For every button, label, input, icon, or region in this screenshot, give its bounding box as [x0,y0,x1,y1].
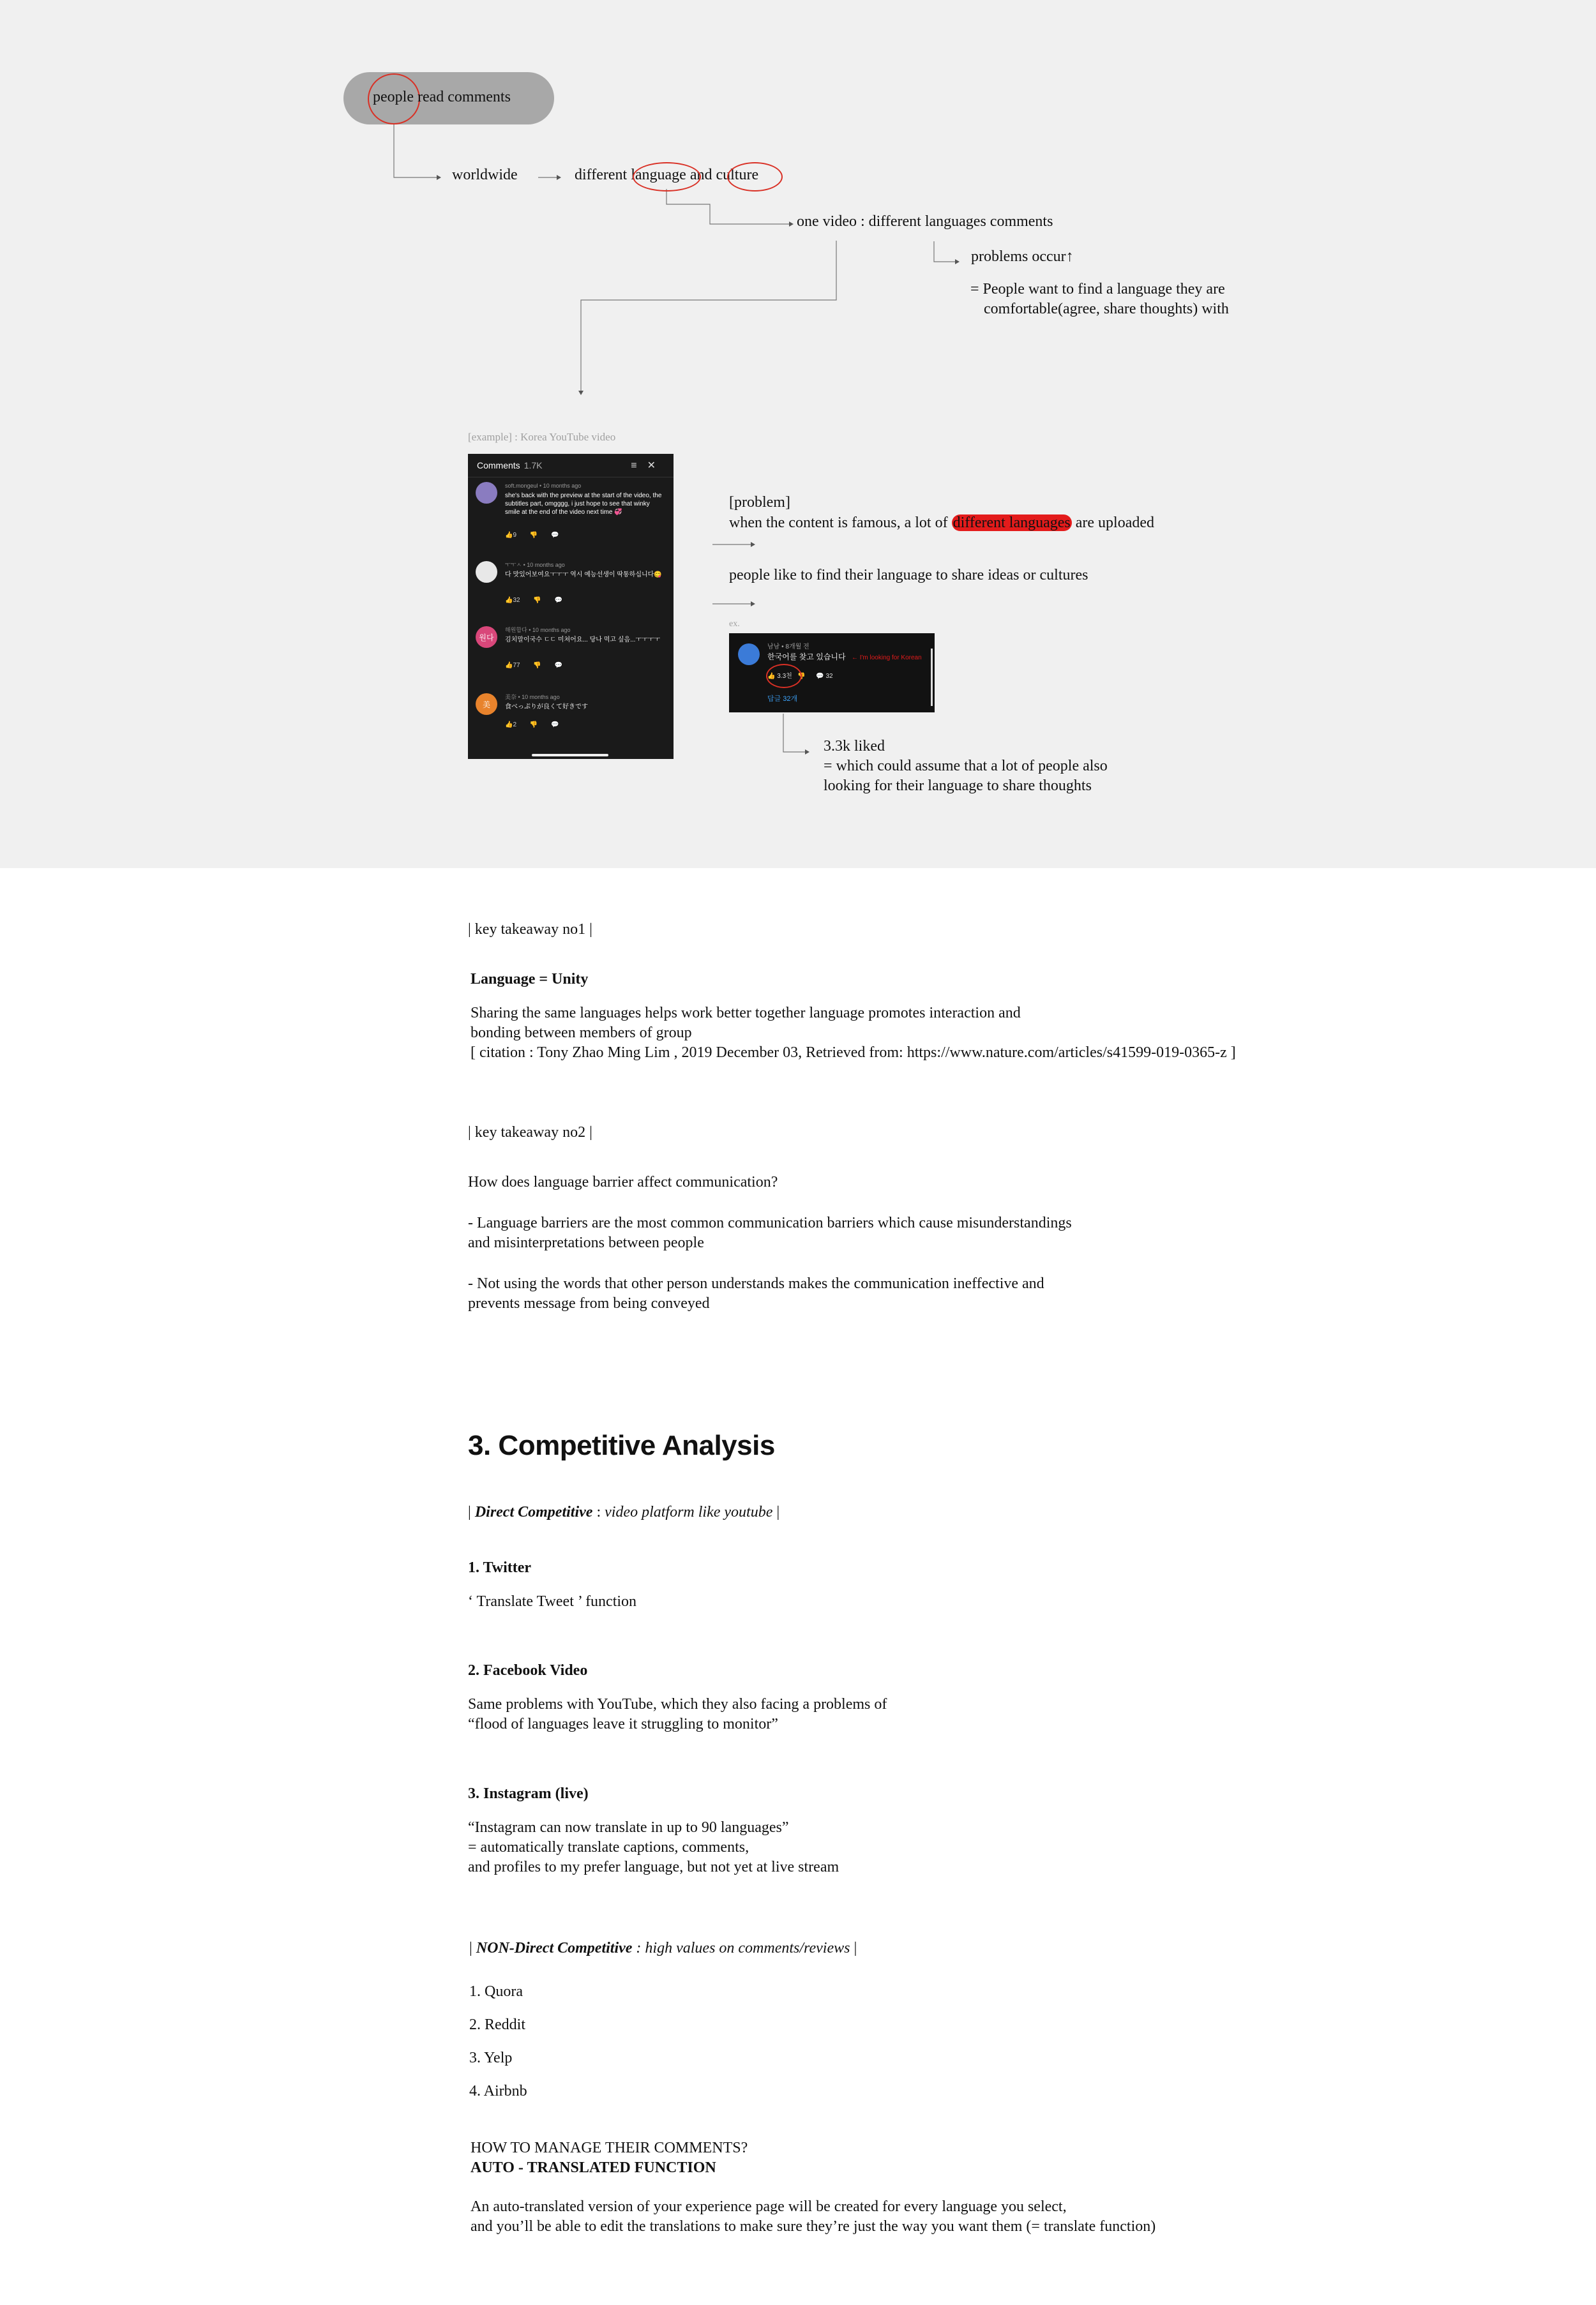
highlight-circle-culture [727,162,783,191]
sort-and-close-icons: ≡✕ [631,460,666,471]
problem-line-2: people like to find their language to share ideas or cultures [729,567,1088,583]
takeaway2-header: | key takeaway no2 | [468,1124,592,1141]
comments-header: Comments 1.7K [477,460,543,470]
competitor-title-facebook: 2. Facebook Video [468,1662,588,1679]
comment-actions: 👍9 👎 💬 [505,532,559,539]
competitor-desc: Same problems with YouTube, which they also facing a problems of [468,1696,887,1713]
worldwide-label: worldwide [452,167,518,183]
takeaway1-line-1: Sharing the same languages helps work better together language promotes interaction and [471,1005,1021,1021]
comment-actions: 👍77 👎 💬 [505,662,563,669]
problem-line-1: when the content is famous, a lot of different languages are uploaded [729,514,1155,531]
manage-question: HOW TO MANAGE THEIR COMMENTS? [471,2140,748,2156]
liked-line-2: = which could assume that a lot of people also [824,758,1108,774]
competitor-title-instagram: 3. Instagram (live) [468,1785,589,1802]
problem-title: [problem] [729,494,790,511]
scrollbar [532,754,608,756]
highlight-circle-language [633,162,701,191]
likes-highlight-circle [766,664,802,688]
youtube-comments-screenshot: Comments 1.7K ≡✕ soft.mongeul • 10 months ago she's back with the preview at the start of the video, the subtitles part, omgggg, i just hope to see that winky smile at the end of the video next time 💞 👍9 👎 💬 ㅜㅜㅅ • 10 months ago 다 맛있어보여요ㅜㅜㅜ 역시 예능선생이 딱통하십니다😋 👍32 👎 💬 원다 해원합다 • 10 months ago 김치말이국수 ㄷㄷ 미쳐어요... 당나 먹고 싶음...ㅜㅜㅜㅜ 👍77 👎 💬 美 美奈 • 10 months ago 食べっぷりが良くて好きです 👍2 👎 💬 [468,454,674,759]
takeaway2-p2-line-2: prevents message from being conveyed [468,1295,710,1312]
competitor-desc: ‘ Translate Tweet ’ function [468,1593,637,1610]
takeaway2-question: How does language barrier affect communication? [468,1174,778,1190]
want-line-2: comfortable(agree, share thoughts) with [984,301,1229,317]
competitor-desc: “Instagram can now translate in up to 90 languages” [468,1819,789,1836]
avatar: 원다 [476,626,497,648]
manage-title: AUTO - TRANSLATED FUNCTION [471,2159,716,2176]
list-item: 3. Yelp [469,2050,513,2066]
competitor-desc: = automatically translate captions, comments, [468,1839,749,1856]
want-line-1: = People want to find a language they are [970,281,1225,297]
takeaway1-header: | key takeaway no1 | [468,921,592,938]
avatar: 美 [476,693,497,715]
liked-line-3: looking for their language to share thoughts [824,777,1092,794]
avatar [738,643,760,665]
competitor-desc: “flood of languages leave it struggling to monitor” [468,1716,778,1732]
one-video-label: one video : different languages comments [797,213,1053,230]
avatar [476,561,497,583]
root-node-label: people read comments [373,89,511,105]
comment-actions: 👍32 👎 💬 [505,597,563,604]
comment-meta: 남남 • 8개월 전 [767,643,809,650]
manage-line-1: An auto-translated version of your experience page will be created for every language you select, [471,2198,1067,2215]
list-item: 4. Airbnb [469,2083,527,2099]
takeaway2-p1-line-1: - Language barriers are the most common communication barriers which cause misunderstandings [468,1215,1072,1231]
takeaway1-line-2: bonding between members of group [471,1025,692,1041]
language-word: language [631,167,686,183]
ex-label: ex. [729,619,740,629]
example-label: [example] : Korea YouTube video [468,431,616,443]
section-heading: 3. Competitive Analysis [468,1430,775,1461]
korean-comment-screenshot [729,633,935,712]
list-item: 1. Quora [469,1983,523,2000]
manage-line-2: and you’ll be able to edit the translations to make sure they’re just the way you want them (= translate function) [471,2218,1156,2235]
comment-actions: 👍2 👎 💬 [505,721,559,728]
takeaway1-title: Language = Unity [471,971,589,987]
list-item: 2. Reddit [469,2016,525,2033]
non-direct-competitive-label: | NON-Direct Competitive : high values on comments/reviews | [469,1940,857,1956]
takeaway2-p2-line-1: - Not using the words that other person understands makes the communication ineffective and [468,1275,1044,1292]
culture-word: culture [716,167,759,183]
scrollbar [931,649,933,706]
different-label: different language and culture [575,167,759,183]
avatar [476,482,497,504]
comment-actions: 👍 3.3천 👎 💬 32 [767,673,833,680]
liked-line-1: 3.3k liked [824,738,885,755]
direct-competitive-label: | Direct Competitive : video platform like youtube | [468,1504,780,1520]
comment-text: 한국어를 찾고 있습니다 ← I'm looking for Korean [767,652,922,661]
different-languages-highlight: different languages [952,514,1071,531]
flow-connector-lines [0,0,1596,868]
problems-occur-label: problems occur↑ [971,248,1074,265]
takeaway2-p1-line-2: and misinterpretations between people [468,1235,704,1251]
competitor-title-twitter: 1. Twitter [468,1559,532,1576]
replies-link: 답글 32개 [767,695,798,703]
competitor-desc: and profiles to my prefer language, but not yet at live stream [468,1859,839,1875]
takeaway1-citation: [ citation : Tony Zhao Ming Lim , 2019 December 03, Retrieved from: https://www.nature.com/articles/s41599-019-0365-z ] [471,1044,1236,1061]
note-label: ← I'm looking for Korean [851,654,922,661]
